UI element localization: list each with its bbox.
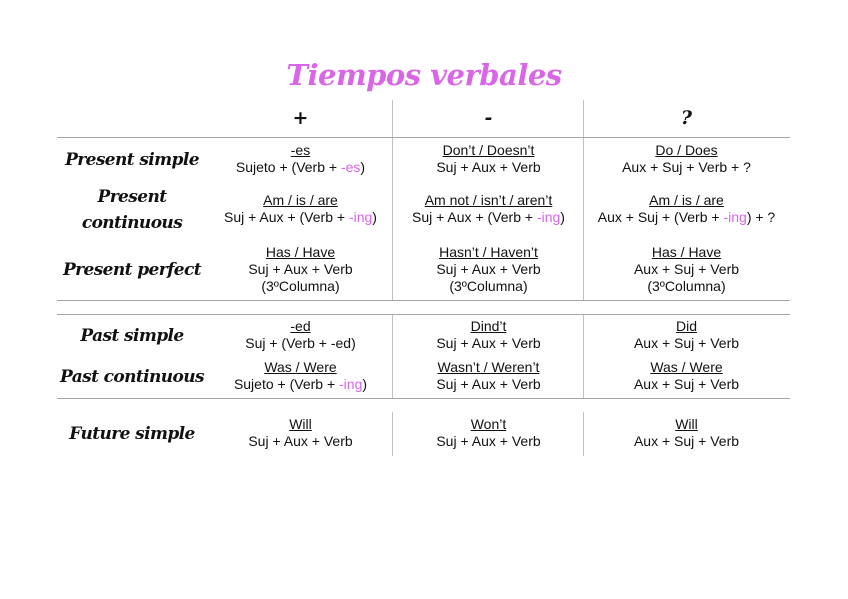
structure-formula <box>208 261 393 278</box>
auxiliary-form: Am not / isn’t / aren’t <box>424 192 553 208</box>
structure-formula <box>393 261 584 278</box>
tense-cell-negative <box>393 244 584 295</box>
auxiliary-form: Do / Does <box>655 142 718 158</box>
auxiliary-form: Will <box>289 416 312 432</box>
tense-cell-affirmative <box>208 244 393 295</box>
tense-cell-negative <box>393 142 584 176</box>
auxiliary-form: Was / Were <box>264 359 337 375</box>
structure-formula <box>584 159 789 176</box>
suffix-highlight: -ing <box>723 209 747 225</box>
column-header-interrogative: ? <box>680 107 693 129</box>
suffix-highlight: -es <box>340 159 361 175</box>
formula-text: Suj + Aux + (Verb + <box>412 209 537 225</box>
structure-formula <box>393 209 584 226</box>
formula-text: Aux + Suj + (Verb + <box>597 209 724 225</box>
section-divider <box>57 398 790 399</box>
structure-formula <box>393 376 584 393</box>
tense-cell-interrogative <box>584 359 789 393</box>
formula-text: ) <box>360 159 366 175</box>
tense-cell-interrogative <box>584 318 789 352</box>
suffix-highlight: -ing <box>348 209 373 225</box>
formula-text: (3ºColumna) <box>261 278 340 294</box>
suffix-highlight: -ing <box>536 209 561 225</box>
formula-text: Aux + Suj + Verb <box>633 335 740 351</box>
auxiliary-form: Won’t <box>470 416 507 432</box>
auxiliary-form: Will <box>675 416 698 432</box>
header-divider <box>57 137 790 138</box>
formula-text: Sujeto + (Verb + <box>233 376 340 392</box>
tense-cell-affirmative <box>208 318 393 352</box>
formula-text: ) <box>560 209 565 225</box>
tense-cell-negative <box>393 318 584 352</box>
formula-text: Aux + Suj + Verb + ? <box>622 159 751 175</box>
formula-text: Sujeto + (Verb + <box>235 159 341 175</box>
column-header-negative: - <box>484 107 493 129</box>
formula-text: Suj + Aux + Verb <box>436 335 541 351</box>
tense-cell-affirmative <box>208 359 393 393</box>
auxiliary-form: Has / Have <box>265 244 336 260</box>
structure-formula <box>584 261 789 278</box>
auxiliary-form: -ed <box>290 318 311 334</box>
formula-text: Aux + Suj + Verb <box>633 261 740 277</box>
tense-cell-negative <box>393 359 584 393</box>
tense-cell-affirmative <box>208 192 393 226</box>
structure-formula <box>393 278 584 295</box>
row-label-future-simple: Future simple <box>69 424 195 444</box>
section-divider <box>57 300 790 301</box>
formula-text: Suj + (Verb + -ed) <box>245 335 356 351</box>
suffix-highlight: -ing <box>339 376 363 392</box>
tense-cell-interrogative <box>584 192 789 226</box>
formula-text: Suj + Aux + Verb <box>436 376 541 392</box>
tense-cell-affirmative <box>208 142 393 176</box>
section-divider <box>57 314 790 315</box>
page-title: Tiempos verbales <box>286 58 562 92</box>
structure-formula <box>393 159 584 176</box>
column-header-affirmative: + <box>292 107 309 129</box>
formula-text: ) <box>362 376 368 392</box>
auxiliary-form: Dind’t <box>470 318 507 334</box>
formula-text: Suj + Aux + (Verb + <box>224 209 349 225</box>
tense-cell-interrogative <box>584 416 789 450</box>
structure-formula <box>393 335 584 352</box>
formula-text: Suj + Aux + Verb <box>436 261 541 277</box>
formula-text: (3ºColumna) <box>449 278 528 294</box>
structure-formula <box>584 433 789 450</box>
tense-cell-negative <box>393 192 584 226</box>
auxiliary-form: Did <box>675 318 697 334</box>
structure-formula <box>208 159 393 176</box>
auxiliary-form: -es <box>290 142 311 158</box>
structure-formula <box>393 433 584 450</box>
structure-formula <box>208 376 393 393</box>
row-label-present-continuous <box>57 184 207 236</box>
auxiliary-form: Has / Have <box>651 244 722 260</box>
row-label-line: continuous <box>81 213 183 233</box>
tense-cell-interrogative <box>584 244 789 295</box>
auxiliary-form: Am / is / are <box>263 192 338 208</box>
auxiliary-form: Wasn’t / Weren’t <box>437 359 540 375</box>
formula-text: Suj + Aux + Verb <box>436 159 541 175</box>
structure-formula <box>584 278 789 295</box>
structure-formula <box>208 335 393 352</box>
structure-formula <box>208 433 393 450</box>
row-label-present-simple: Present simple <box>65 150 199 170</box>
row-label-past-continuous: Past continuous <box>59 367 205 387</box>
formula-text: Suj + Aux + Verb <box>248 261 353 277</box>
auxiliary-form: Was / Were <box>650 359 723 375</box>
structure-formula <box>584 376 789 393</box>
row-label-past-simple: Past simple <box>80 326 184 346</box>
tense-cell-affirmative <box>208 416 393 450</box>
structure-formula <box>208 209 393 226</box>
structure-formula <box>208 278 393 295</box>
tense-cell-interrogative <box>584 142 789 176</box>
row-label-line: Present <box>97 187 167 207</box>
formula-text: ) <box>372 209 377 225</box>
formula-text: (3ºColumna) <box>647 278 726 294</box>
formula-text: Suj + Aux + Verb <box>248 433 353 449</box>
formula-text: Suj + Aux + Verb <box>436 433 541 449</box>
row-label-present-perfect: Present perfect <box>62 260 202 280</box>
formula-text: Aux + Suj + Verb <box>633 376 740 392</box>
formula-text: Aux + Suj + Verb <box>633 433 740 449</box>
structure-formula <box>584 335 789 352</box>
auxiliary-form: Hasn’t / Haven’t <box>439 244 538 260</box>
auxiliary-form: Am / is / are <box>649 192 724 208</box>
structure-formula <box>584 209 789 226</box>
auxiliary-form: Don’t / Doesn’t <box>442 142 535 158</box>
tense-cell-negative <box>393 416 584 450</box>
formula-text: ) + ? <box>746 209 776 225</box>
